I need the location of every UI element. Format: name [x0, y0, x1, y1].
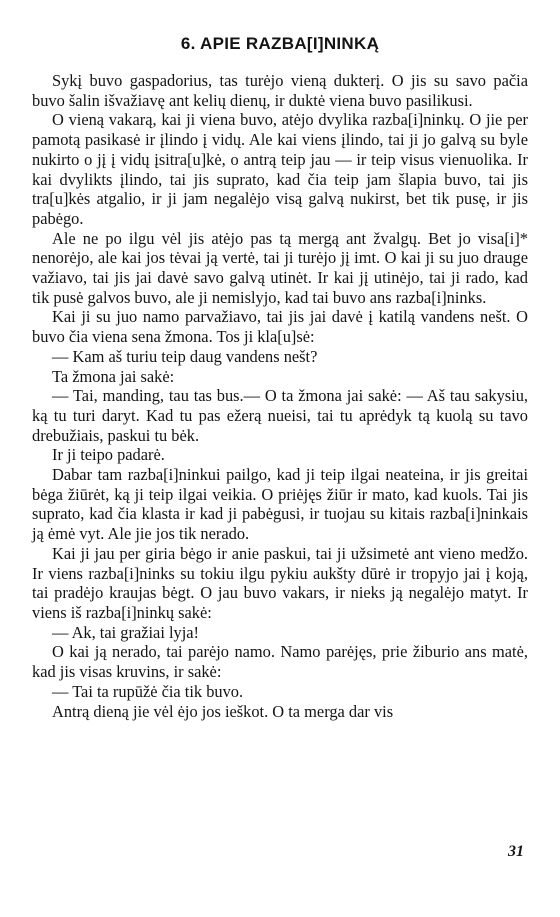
paragraph: Dabar tam razba[i]ninkui pailgo, kad ji teip ilgai neateina, ir jis greitai bėga žiūrėt, ką ji teip ilgai veikia. O priėjęs žiūr ir mato, kad kuols. Tai jis suprato, kad čia klasta ir kad ji pabėgusi, ir tuojau su kitais razba[i]ninkais ją ėmė vyt. Ale jie jos tik nerado.	[32, 465, 528, 544]
dialogue-line: — Tai ta rupūžė čia tik buvo.	[52, 681, 244, 701]
book-page	[32, 0, 528, 917]
paragraph: Antrą dieną jie vėl ėjo jos ieškot. O ta merga dar vis	[52, 701, 394, 721]
story-body	[32, 71, 528, 721]
paragraph: Ale ne po ilgu vėl jis atėjo pas tą mergą ant žvalgų. Bet jo visa[i]* nenorėjo, ale kai jos tėvai ją vertė, tai ji turėjo jį imt. O kai ji su juo drauge važiavo, tai jis jai davė savo galvą utinėt. Ir kai jį utinėjo, tai ji rado, kad tik pusė galvos buvo, ale ji nemislyjo, kad tai buvo ans razba[i]ninks.	[32, 228, 528, 307]
page-number: 31	[508, 843, 524, 860]
paragraph: Sykį buvo gaspadorius, tas turėjo vieną dukterį. O jis su savo pačia buvo šalin išvažiavę ant kelių dienų, ir duktė viena buvo pasilikusi.	[32, 71, 528, 110]
paragraph: Ta žmona jai sakė:	[52, 366, 175, 386]
dialogue-line: — Tai, manding, tau tas bus.— O ta žmona jai sakė: — Aš tau sakysiu, ką tu turi daryt. Kad tu pas ežerą nueisi, tai tu aprėdyk tą kuolą su tavo drebužiais, paskui tu bėk.	[32, 386, 528, 445]
paragraph: Ir ji teipo padarė.	[52, 445, 165, 465]
dialogue-line: — Kam aš turiu teip daug vandens nešt?	[52, 346, 318, 366]
paragraph: O kai ją nerado, tai parėjo namo. Namo parėjęs, prie žiburio ans matė, kad jis visas kruvins, ir sakė:	[32, 642, 528, 682]
chapter-title: 6. APIE RAZBA[I]NINKĄ	[180, 34, 380, 53]
dialogue-line: — Ak, tai gražiai lyja!	[52, 622, 200, 642]
paragraph: Kai ji su juo namo parvažiavo, tai jis jai davė į katilą vandens nešt. O buvo čia viena sena žmona. Tos ji kla[u]sė:	[32, 307, 528, 347]
paragraph: Kai ji jau per giria bėgo ir anie paskui, tai ji užsimetė ant vieno medžo. Ir viens razba[i]ninks su tokiu ilgu pykiu aukšty dūrė ir tropyjo jai į koją, tai pradėjo kraujas bėgt. O jau buvo vakars, ir nieks ją negalėjo matyt. Ir viens iš razba[i]ninkų sakė:	[32, 543, 528, 622]
paragraph: O vieną vakarą, kai ji viena buvo, atėjo dvylika razba[i]ninkų. O jie per pamotą pasikasė ir įlindo į vidų. Ale kai viens įlindo, tai ji jo galvą su byle nukirto o jį į vidų įsitra[u]kė, o antrą teip jau — ir teip visus vienuolika. Ir kai dvylikts įlindo, tai jis suprato, kad čia teip jam šlapia buvo, tai jis tra[u]kės atgalio, ir ji jam negalėjo visą galvą nukirst, bet tik pusę, ir jis pabėgo.	[32, 110, 528, 228]
